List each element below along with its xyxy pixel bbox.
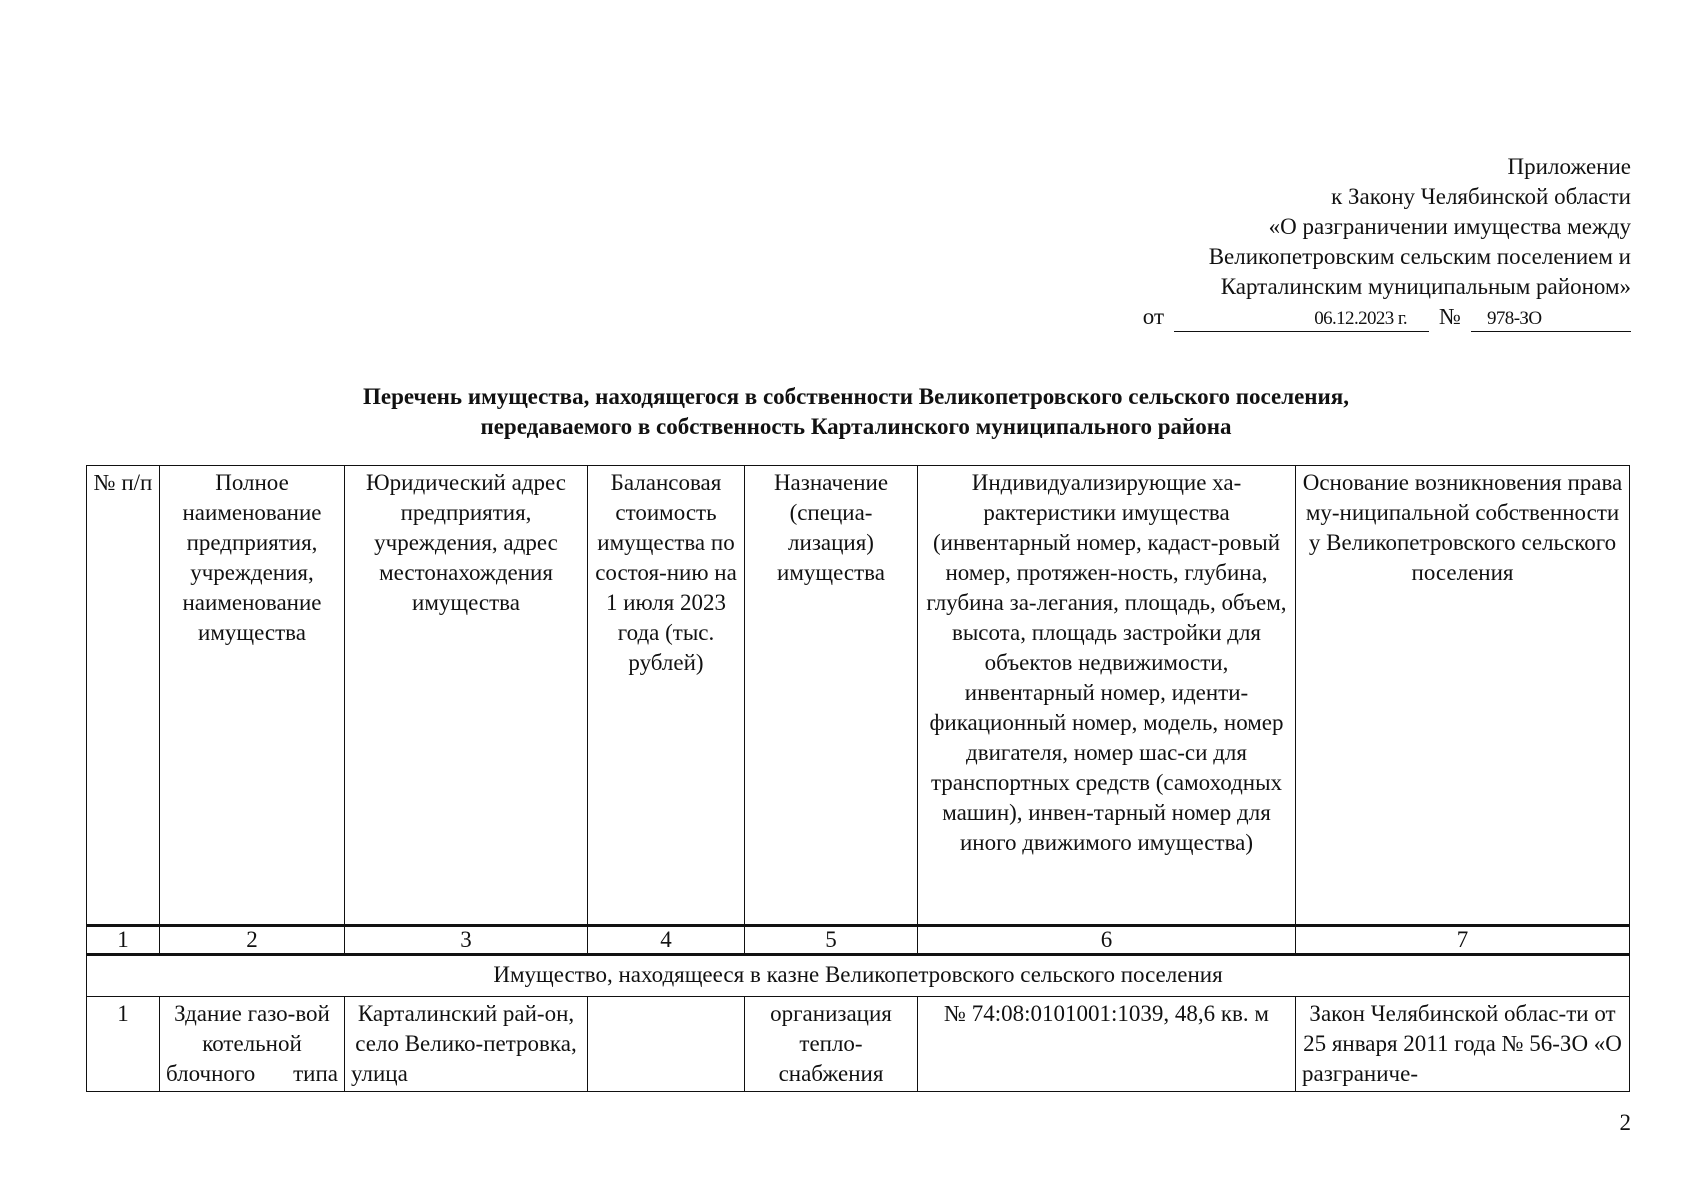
table-header-row bbox=[87, 466, 1630, 926]
section-title: Имущество, находящееся в казне Великопетровского сельского поселения bbox=[87, 955, 1630, 997]
row-address-cell: Карталинский рай-он, село Велико-петровка, улица bbox=[345, 997, 588, 1092]
column-number: 5 bbox=[745, 926, 918, 955]
from-label: от bbox=[1142, 304, 1165, 329]
law-date-number-line bbox=[1071, 302, 1631, 332]
header-cell-address: Юридический адрес предприятия, учреждения, адрес местонахождения имущества bbox=[345, 466, 588, 926]
appendix-line: к Закону Челябинской области bbox=[1331, 184, 1631, 209]
header-cell-number: № п/п bbox=[87, 466, 160, 926]
column-number: 4 bbox=[588, 926, 745, 955]
appendix-line: «О разграничении имущества между bbox=[1268, 214, 1631, 239]
row-characteristics-cell: № 74:08:0101001:1039, 48,6 кв. м bbox=[918, 997, 1296, 1092]
column-number-row bbox=[87, 926, 1630, 955]
title-line-1: Перечень имущества, находящегося в собственности Великопетровского сельского поселения, bbox=[362, 384, 1350, 409]
header-cell-value: Балансовая стоимость имущества по состоя-нию на 1 июля 2023 года (тыс. рублей) bbox=[588, 466, 745, 926]
section-row bbox=[87, 955, 1630, 997]
law-date: 06.12.2023 г. bbox=[1174, 307, 1429, 332]
property-table bbox=[86, 465, 1630, 1092]
number-sign: № bbox=[1439, 304, 1461, 329]
page-number: 2 bbox=[1619, 1110, 1631, 1135]
document-title bbox=[86, 382, 1626, 442]
row-number-cell: 1 bbox=[87, 997, 160, 1092]
title-line-2: передаваемого в собственность Карталинского муниципального района bbox=[480, 414, 1232, 439]
column-number: 1 bbox=[87, 926, 160, 955]
row-value-cell bbox=[588, 997, 745, 1092]
row-purpose-cell: организация тепло-снабжения bbox=[745, 997, 918, 1092]
column-number: 6 bbox=[918, 926, 1296, 955]
appendix-line: Великопетровским сельским поселением и bbox=[1208, 244, 1631, 269]
header-cell-purpose: Назначение (специа-лизация) имущества bbox=[745, 466, 918, 926]
appendix-line: Приложение bbox=[1507, 154, 1631, 179]
header-cell-basis: Основание возникновения права му-ниципальной собственности у Великопетровского сельского поселения bbox=[1296, 466, 1630, 926]
appendix-header bbox=[1071, 152, 1631, 332]
table-row bbox=[87, 997, 1630, 1092]
appendix-line: Карталинским муниципальным районом» bbox=[1220, 274, 1631, 299]
header-cell-characteristics: Индивидуализирующие ха-рактеристики имущества (инвентарный номер, кадаст-ровый номер, протяжен-ность, глубина, глубина за-легания, площадь, объем, высота, площадь застройки для объектов недвижимости, инвентарный номер, иденти-фикационный номер, модель, номер двигателя, номер шас-си для транспортных средств (самоходных машин), инвен-тарный номер для иного движимого имущества) bbox=[918, 466, 1296, 926]
column-number: 7 bbox=[1296, 926, 1630, 955]
row-basis-cell: Закон Челябинской облас-ти от 25 января 2011 года № 56-ЗО «О разграниче- bbox=[1296, 997, 1630, 1092]
row-name-cell: Здание газо-вой котельной блочного типа bbox=[160, 997, 345, 1092]
law-number: 978-ЗО bbox=[1471, 307, 1631, 332]
column-number: 2 bbox=[160, 926, 345, 955]
header-cell-name: Полное наименование предприятия, учреждения, наименование имущества bbox=[160, 466, 345, 926]
column-number: 3 bbox=[345, 926, 588, 955]
